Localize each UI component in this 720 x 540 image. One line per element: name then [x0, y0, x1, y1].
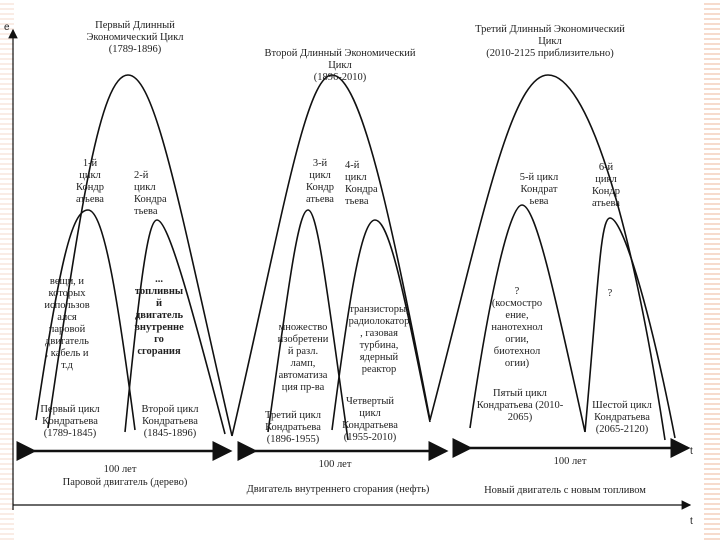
short-cycle-6-caption: Шестой цикл Кондратьева (2065-2120): [592, 400, 652, 435]
period-2-span: 100 лет: [318, 459, 352, 470]
long-cycle-2-title: Второй Длинный Экономический Цикл (1896-2010): [264, 48, 416, 83]
y-axis-label: e: [4, 22, 10, 33]
short-cycle-2-caption: Второй цикл Кондратьева (1845-1896): [141, 404, 199, 439]
short-cycle-3-innovations: множество изобретени й разл. ламп, автоматиза ция пр-ва: [277, 322, 329, 393]
short-cycle-1-innovations: вещи, и которых использов ался паровой двигатель , кабель и т.д: [44, 276, 90, 371]
period-1-span: 100 лет: [103, 464, 137, 475]
short-cycle-1-caption: Первый цикл Кондратьева (1789-1845): [40, 404, 100, 439]
short-cycle-5-innovations: ? (космостро ение, нанотехнол огии, биотехнол огии): [491, 286, 543, 369]
period-1-tech: Паровой двигатель (дерево): [62, 477, 188, 488]
long-cycle-1-title: Первый Длинный Экономический Цикл (1789-1896): [86, 20, 184, 55]
period-3-span: 100 лет: [553, 456, 587, 467]
short-cycle-4-label: 4-й цикл Кондра тьева: [345, 160, 378, 207]
long-cycle-3-curve: [430, 75, 665, 440]
short-cycle-4-innovations: транзисторы, радиолокатор , газовая турбина, ядерный реактор: [348, 304, 410, 375]
long-cycle-1-curve: [48, 75, 232, 436]
short-cycle-5-label: 5-й цикл Кондрат ьева: [519, 172, 559, 207]
short-cycle-6-innovations: ?: [607, 288, 613, 299]
period-3-tech: Новый двигатель с новым топливом: [484, 485, 646, 496]
short-cycle-2-label: 2-й цикл Кондра тьева: [134, 170, 167, 217]
short-cycle-5-caption: Пятый цикл Кондратьева (2010- 2065): [476, 388, 564, 423]
x-axis-label-bottom: t: [690, 516, 693, 527]
short-cycle-3-label: 3-й цикл Кондр атьева: [306, 158, 334, 205]
short-cycle-3-caption: Третий цикл Кондратьева (1896-1955): [265, 410, 321, 445]
short-cycle-1-label: 1-й цикл Кондр атьева: [76, 158, 104, 205]
short-cycle-6-label: 6-й цикл Кондр атьева: [592, 162, 620, 209]
short-cycle-4-caption: Четвертый цикл Кондратьева (1955-2010): [342, 396, 398, 443]
period-2-tech: Двигатель внутреннего сгорания (нефть): [246, 484, 430, 495]
long-cycle-3-title: Третий Длинный Экономический Цикл (2010-2125 приблизительно): [475, 24, 625, 59]
short-cycle-2-innovations: ... топливны й двигатель внутренне го сгорания: [134, 274, 184, 357]
x-axis-label: t: [690, 446, 693, 457]
